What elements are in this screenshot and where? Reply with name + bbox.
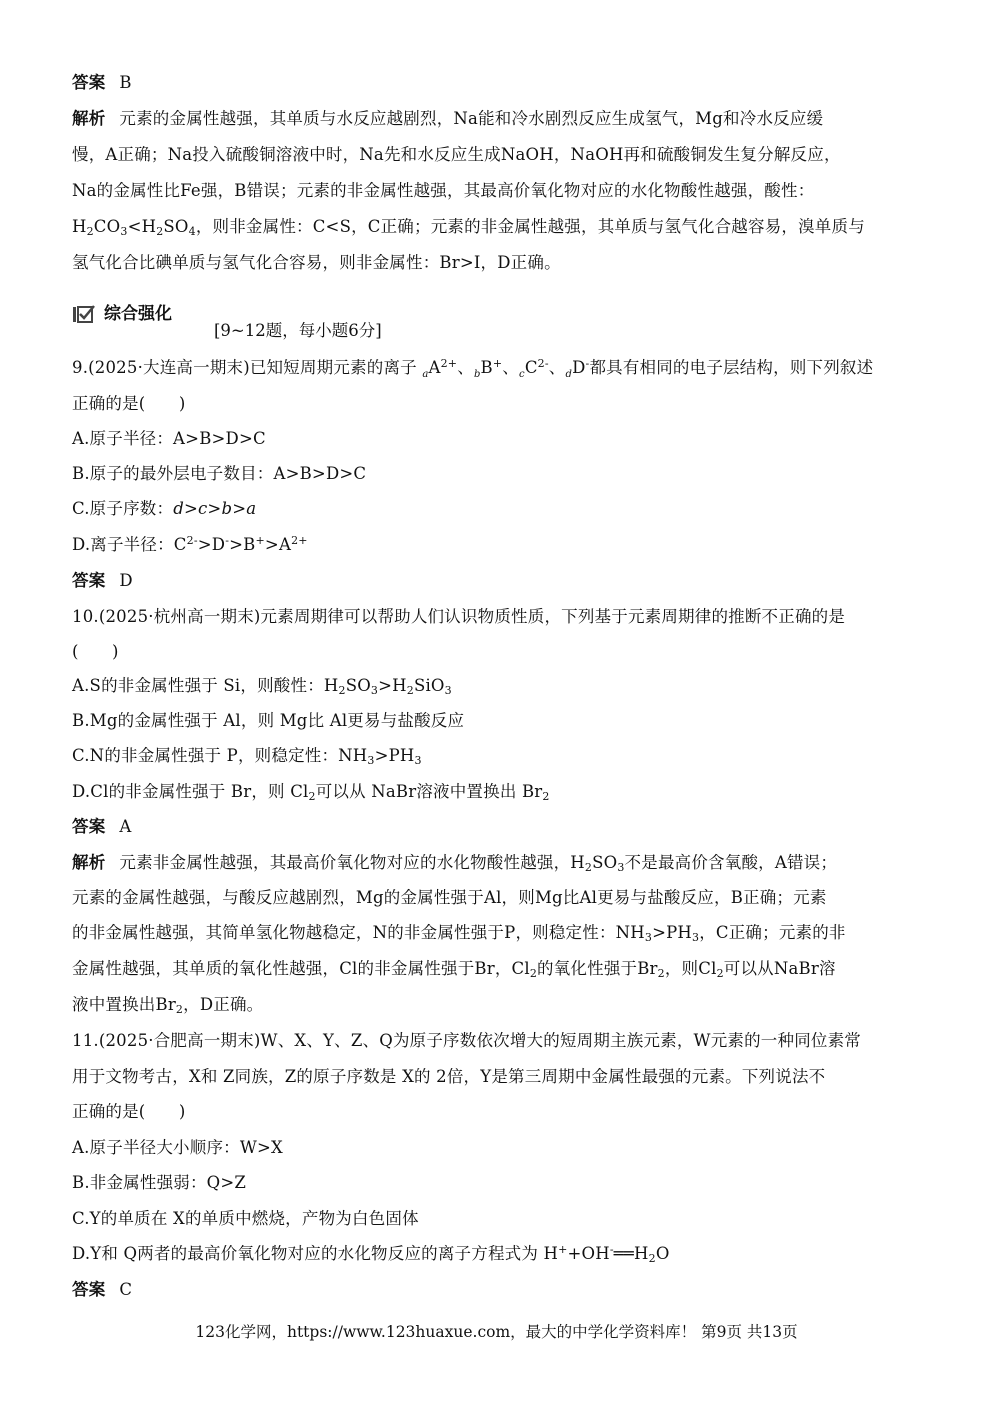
analysis-line: 的非金属性越强，其简单氢化物越稳定，N的非金属性强于P，则稳定性：$NH_3>PH_3$，C正确；元素的非 xyxy=(72,923,846,944)
option-b: B.非金属性强弱：Q>Z xyxy=(72,1173,247,1192)
analysis-line: Na的金属性比Fe强，B错误；元素的非金属性越强，其最高价氧化物对应的水化物酸性越强，酸性： xyxy=(72,181,815,200)
question-stem: 正确的是( ) xyxy=(72,394,186,413)
option-a: A.S的非金属性强于 Si，则酸性：$H_2SO_3>H_2SiO_3$ xyxy=(72,676,452,697)
analysis-label: 解析 xyxy=(72,853,106,872)
option-c: C.N的非金属性强于 P，则稳定性：$NH_3>PH_3$ xyxy=(72,746,422,767)
analysis-line: 金属性越强，其单质的氧化性越强，Cl的非金属性强于Br，$Cl_2$的氧化性强于$Br_2$，则$Cl_2$可以从NaBr溶 xyxy=(72,959,836,980)
answer-value: B xyxy=(119,73,132,92)
section-title: 综合强化 xyxy=(104,304,172,324)
analysis-label: 解析 xyxy=(72,109,106,128)
answer-label: 答案 xyxy=(72,817,106,836)
question-stem: 11.(2025·合肥高一期末)W、X、Y、Z、Q为原子序数依次增大的短周期主族元素，W元素的一种同位素常 xyxy=(72,1031,862,1050)
answer-line xyxy=(72,570,133,592)
analysis-line: 氢气化合比碘单质与氢气化合容易，则非金属性：Br>I，D正确。 xyxy=(72,253,561,272)
checklist-icon xyxy=(72,304,96,324)
answer-value: D xyxy=(119,571,133,590)
question-stem: 用于文物考古，X和 Z同族，Z的原子序数是 X的 2倍，Y是第三周期中金属性最强的元素。下列说法不 xyxy=(72,1067,826,1086)
answer-label: 答案 xyxy=(72,73,106,92)
option-b: B.Mg的金属性强于 Al，则 Mg比 Al更易与盐酸反应 xyxy=(72,711,465,730)
option-c: C.Y的单质在 X的单质中燃烧，产物为白色固体 xyxy=(72,1209,419,1228)
option-a: A.原子半径大小顺序：W>X xyxy=(72,1138,283,1157)
option-d: D.离子半径：$C^{2-}>D^->B^+>A^{2+}$ xyxy=(72,534,308,554)
option-a: A.原子半径：A>B>D>C xyxy=(72,429,266,448)
answer-label: 答案 xyxy=(72,1280,106,1299)
answer-label: 答案 xyxy=(72,571,106,590)
analysis-line: 慢，A正确；Na投入硫酸铜溶液中时，Na先和水反应生成NaOH，NaOH再和硫酸铜发生复分解反应， xyxy=(72,145,841,164)
option-b: B.原子的最外层电子数目：A>B>D>C xyxy=(72,464,367,483)
answer-line xyxy=(72,816,132,838)
analysis-line: 液中置换出$Br_2$，D正确。 xyxy=(72,995,264,1016)
analysis-text: 元素的金属性越强，其单质与水反应越剧烈，Na能和冷水剧烈反应生成氢气，Mg和冷水反应缓 xyxy=(119,109,824,128)
section-subtitle: [9~12题，每小题6分] xyxy=(214,321,382,340)
question-stem: ( ) xyxy=(72,642,119,661)
page-footer: 123化学网，https://www.123huaxue.com，最大的中学化学资料库！ 第9页 共13页 xyxy=(195,1323,798,1341)
option-d: D.Y和 Q两者的最高价氧化物对应的水化物反应的离子方程式为 $H^++OH^-══H_2O$ xyxy=(72,1243,670,1265)
analysis-line: 解析 元素非金属性越强，其最高价氧化物对应的水化物酸性越强，$H_2SO_3$不是最高价含氧酸，A错误； xyxy=(72,853,838,874)
answer-line xyxy=(72,72,132,94)
analysis-line xyxy=(72,108,823,130)
answer-value: A xyxy=(119,817,132,836)
question-stem: 9.(2025·大连高一期末)已知短周期元素的离子 $_aA^{2+}$、$_b$B+、$_cC^{2-}$、$_d$D-都具有相同的电子层结构，则下列叙述 xyxy=(72,357,874,380)
answer-line xyxy=(72,1279,132,1301)
option-d: D.Cl的非金属性强于 Br，则 $Cl_2$可以从 NaBr溶液中置换出 $Br_2$ xyxy=(72,782,550,803)
question-stem: 10.(2025·杭州高一期末)元素周期律可以帮助人们认识物质性质，下列基于元素周期律的推断不正确的是 xyxy=(72,607,846,626)
analysis-line: 元素的金属性越强，与酸反应越剧烈，Mg的金属性强于Al，则Mg比Al更易与盐酸反应，B正确；元素 xyxy=(72,888,827,907)
analysis-line: $H_2CO_3<H_2SO_4$，则非金属性：C<S，C正确；元素的非金属性越强，其单质与氢气化合越容易，溴单质与 xyxy=(72,217,865,238)
answer-value: C xyxy=(119,1280,133,1299)
question-stem: 正确的是( ) xyxy=(72,1102,186,1121)
option-c: C.原子序数：d>c>b>a xyxy=(72,499,257,518)
